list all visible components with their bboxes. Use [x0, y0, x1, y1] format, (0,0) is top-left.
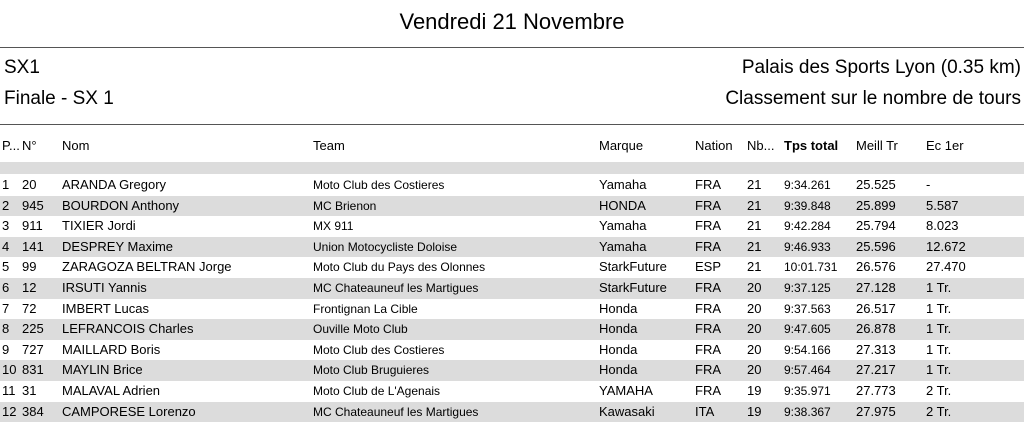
cell-num: 911: [22, 218, 43, 234]
cell-laps: 20: [747, 362, 762, 378]
cell-best-lap: 26.878: [856, 321, 896, 337]
cell-brand: Yamaha: [599, 218, 647, 234]
cell-laps: 21: [747, 259, 762, 275]
cell-name: DESPREY Maxime: [62, 238, 174, 254]
cell-best-lap: 27.313: [856, 341, 896, 357]
cell-pos: 8: [2, 321, 10, 337]
cell-team: Frontignan La Cible: [313, 301, 418, 316]
cell-best-lap: 25.525: [856, 177, 896, 192]
cell-total-time: 9:47.605: [784, 322, 831, 337]
cell-pos: 1: [2, 177, 10, 192]
cell-laps: 21: [747, 177, 762, 192]
col-header-brand: Marque: [599, 138, 644, 153]
cell-team: Moto Club du Pays des Olonnes: [313, 260, 486, 275]
cell-team: MC Chateauneuf les Martigues: [313, 280, 479, 295]
cell-team: MX 911: [313, 219, 354, 234]
cell-num: 20: [22, 177, 37, 192]
cell-team: Moto Club des Costieres: [313, 342, 445, 357]
cell-brand: Yamaha: [599, 177, 647, 192]
cell-best-lap: 25.794: [856, 218, 896, 234]
cell-num: 727: [22, 341, 44, 357]
col-header-num: N°: [22, 138, 37, 153]
cell-team: Moto Club Bruguieres: [313, 363, 430, 378]
cell-team: MC Brienon: [313, 198, 377, 213]
cell-gap: 2 Tr.: [926, 382, 952, 398]
cell-total-time: 9:46.933: [784, 239, 831, 254]
cell-nation: ESP: [695, 259, 722, 275]
col-header-laps: Nb...: [747, 138, 775, 153]
cell-laps: 20: [747, 321, 762, 337]
cell-laps: 21: [747, 197, 762, 213]
cell-pos: 7: [2, 300, 10, 316]
cell-laps: 20: [747, 300, 762, 316]
cell-num: 31: [22, 382, 37, 398]
table-row: [0, 360, 1024, 381]
col-header-nation: Nation: [695, 138, 733, 153]
cell-name: MALAVAL Adrien: [62, 382, 161, 398]
cell-brand: HONDA: [599, 197, 646, 213]
cell-nation: FRA: [695, 238, 721, 254]
cell-brand: StarkFuture: [599, 259, 667, 275]
cell-best-lap: 25.596: [856, 238, 896, 254]
cell-laps: 20: [747, 341, 762, 357]
cell-gap: 12.672: [926, 238, 966, 254]
cell-best-lap: 25.899: [856, 197, 896, 213]
cell-pos: 5: [2, 259, 10, 275]
cell-pos: 6: [2, 279, 10, 295]
cell-gap: 1 Tr.: [926, 321, 952, 337]
cell-gap: 5.587: [926, 197, 959, 213]
cell-best-lap: 27.975: [856, 403, 896, 419]
ranking-type-label: Classement sur le nombre de tours: [725, 88, 1021, 109]
table-row: [0, 319, 1024, 340]
cell-gap: 1 Tr.: [926, 341, 952, 357]
cell-num: 831: [22, 362, 44, 378]
table-row: [0, 402, 1024, 423]
cell-name: ARANDA Gregory: [62, 177, 167, 192]
cell-best-lap: 27.128: [856, 279, 896, 295]
cell-name: MAILLARD Boris: [62, 341, 161, 357]
col-header-team: Team: [313, 138, 345, 153]
cell-num: 141: [22, 238, 44, 254]
cell-pos: 4: [2, 238, 10, 254]
cell-best-lap: 26.576: [856, 259, 896, 275]
table-row: [0, 381, 1024, 402]
cell-nation: FRA: [695, 362, 721, 378]
cell-nation: FRA: [695, 177, 721, 192]
cell-num: 72: [22, 300, 37, 316]
table-row: [0, 237, 1024, 258]
cell-total-time: 9:42.284: [784, 219, 831, 234]
table-row: [0, 278, 1024, 299]
category-label: SX1: [4, 57, 40, 78]
results-table: [0, 175, 1024, 422]
cell-nation: FRA: [695, 321, 721, 337]
cell-gap: 1 Tr.: [926, 279, 952, 295]
cell-pos: 3: [2, 218, 10, 234]
cell-total-time: 9:35.971: [784, 383, 831, 398]
col-header-pos: P...: [2, 138, 20, 153]
cell-name: IRSUTI Yannis: [62, 279, 147, 295]
cell-pos: 10: [2, 362, 17, 378]
cell-team: Moto Club de L'Agenais: [313, 383, 441, 398]
table-row: [0, 340, 1024, 361]
cell-pos: 2: [2, 197, 10, 213]
cell-num: 99: [22, 259, 37, 275]
divider: [0, 47, 1024, 48]
cell-brand: Yamaha: [599, 238, 647, 254]
cell-brand: YAMAHA: [599, 382, 653, 398]
cell-name: BOURDON Anthony: [62, 197, 180, 213]
cell-pos: 11: [2, 382, 16, 398]
cell-gap: 8.023: [926, 218, 959, 234]
page-title: Vendredi 21 Novembre: [399, 9, 625, 34]
cell-nation: ITA: [695, 403, 715, 419]
race-label: Finale - SX 1: [4, 88, 114, 109]
cell-best-lap: 27.217: [856, 362, 896, 378]
cell-gap: 27.470: [926, 259, 966, 275]
venue-label: Palais des Sports Lyon (0.35 km): [741, 57, 1021, 78]
col-header-best-lap: Meill Tr: [856, 138, 898, 153]
cell-total-time: 9:37.563: [784, 301, 831, 316]
cell-total-time: 9:34.261: [784, 178, 831, 192]
cell-num: 384: [22, 403, 44, 419]
cell-laps: 21: [747, 238, 762, 254]
cell-nation: FRA: [695, 197, 721, 213]
cell-laps: 20: [747, 279, 762, 295]
cell-nation: FRA: [695, 279, 721, 295]
table-row: [0, 257, 1024, 278]
cell-nation: FRA: [695, 218, 721, 234]
cell-name: IMBERT Lucas: [62, 300, 149, 316]
cell-laps: 19: [747, 382, 762, 398]
cell-team: Union Motocycliste Doloise: [313, 239, 458, 254]
cell-brand: StarkFuture: [599, 279, 667, 295]
cell-team: Ouville Moto Club: [313, 322, 408, 337]
header-band: [0, 162, 1024, 174]
cell-best-lap: 26.517: [856, 300, 896, 316]
cell-brand: Honda: [599, 341, 638, 357]
cell-brand: Kawasaki: [599, 403, 655, 419]
cell-brand: Honda: [599, 362, 638, 378]
cell-num: 945: [22, 197, 44, 213]
cell-laps: 21: [747, 218, 762, 234]
cell-total-time: 9:57.464: [784, 363, 831, 378]
table-row: [0, 175, 1024, 196]
cell-gap: -: [926, 177, 931, 192]
col-header-total-time: Tps total: [784, 138, 839, 153]
cell-team: Moto Club des Costieres: [313, 178, 445, 192]
cell-total-time: 9:37.125: [784, 280, 831, 295]
cell-best-lap: 27.773: [856, 382, 896, 398]
cell-name: CAMPORESE Lorenzo: [62, 403, 196, 419]
cell-gap: 2 Tr.: [926, 403, 952, 419]
cell-name: LEFRANCOIS Charles: [62, 321, 194, 337]
cell-gap: 1 Tr.: [926, 362, 952, 378]
table-row: [0, 216, 1024, 237]
cell-nation: FRA: [695, 382, 721, 398]
cell-num: 12: [22, 279, 37, 295]
cell-num: 225: [22, 321, 44, 337]
cell-pos: 9: [2, 341, 10, 357]
cell-total-time: 9:54.166: [784, 342, 831, 357]
cell-brand: Honda: [599, 300, 638, 316]
cell-gap: 1 Tr.: [926, 300, 952, 316]
col-header-gap: Ec 1er: [926, 138, 964, 153]
cell-nation: FRA: [695, 300, 721, 316]
cell-nation: FRA: [695, 341, 721, 357]
cell-laps: 19: [747, 403, 762, 419]
table-row: [0, 196, 1024, 217]
cell-pos: 12: [2, 403, 17, 419]
cell-name: ZARAGOZA BELTRAN Jorge: [62, 259, 232, 275]
cell-name: MAYLIN Brice: [62, 362, 143, 378]
cell-team: MC Chateauneuf les Martigues: [313, 404, 479, 419]
divider: [0, 124, 1024, 125]
cell-total-time: 9:38.367: [784, 404, 831, 419]
table-row: [0, 299, 1024, 320]
cell-brand: Honda: [599, 321, 638, 337]
cell-total-time: 10:01.731: [784, 260, 838, 275]
cell-total-time: 9:39.848: [784, 198, 831, 213]
cell-name: TIXIER Jordi: [62, 218, 136, 234]
col-header-name: Nom: [62, 138, 90, 153]
